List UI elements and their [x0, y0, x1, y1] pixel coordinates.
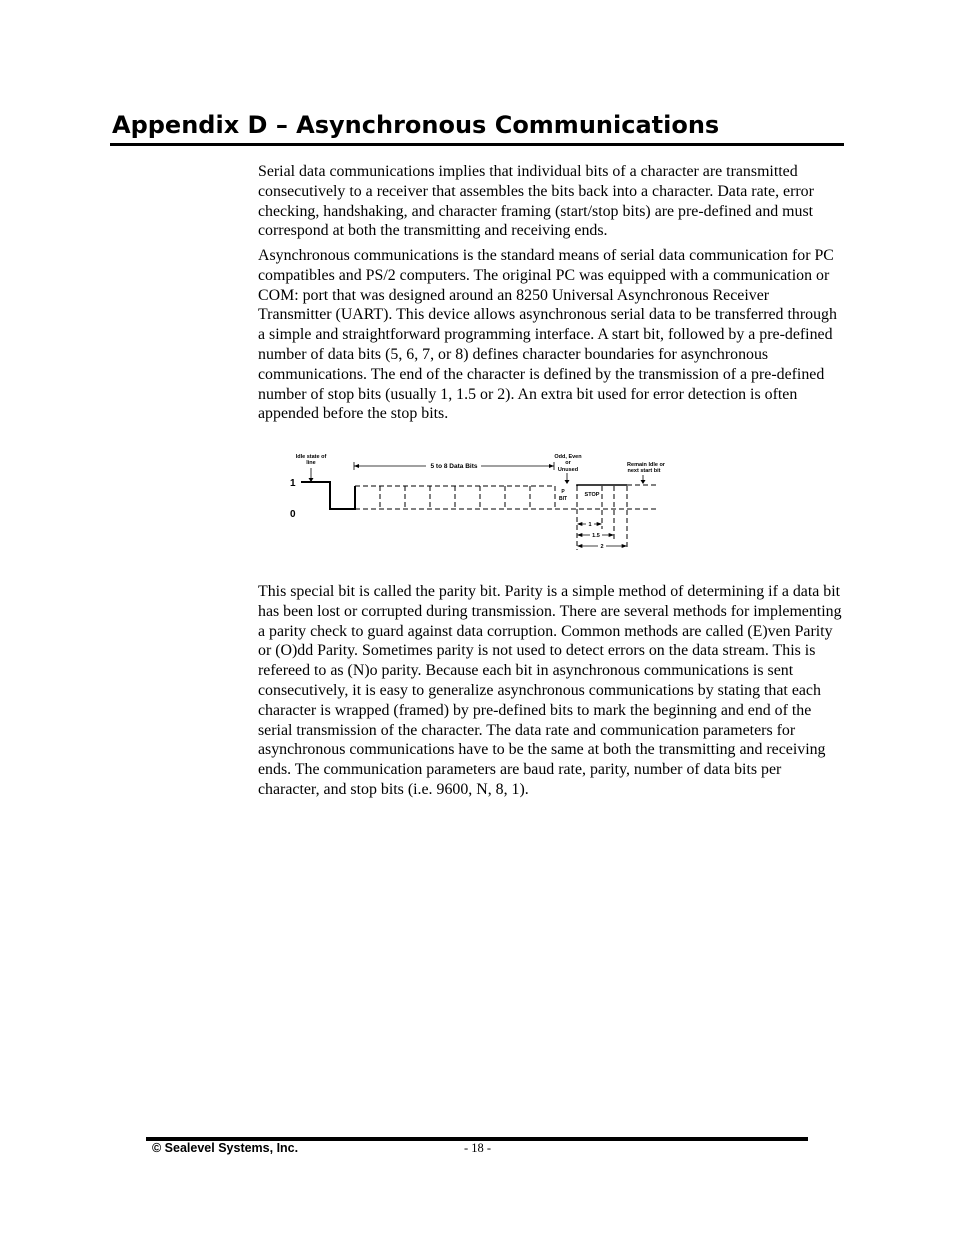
title-underline — [110, 143, 844, 146]
stop-label: STOP — [584, 492, 600, 498]
async-frame-diagram — [280, 448, 680, 558]
stop-duration-1: 1 — [588, 522, 592, 528]
data-bits-arrow-right — [549, 464, 554, 468]
waveform-start-bit — [301, 482, 355, 509]
parity-label-line3: Unused — [557, 467, 579, 473]
paragraph-serial-intro: Serial data communications implies that individual bits of a character are transmitted consecutively to a receiver that assembles the bits back into a character. Data rate, error checking, handshaking, and character framing (start/stop bits) are pre-defined and must correspond at both the transmitting and receiving ends. — [258, 163, 814, 240]
data-bit-frames — [355, 486, 555, 509]
footer-copyright: © Sealevel Systems, Inc. — [152, 1141, 299, 1155]
data-bits-arrow-left — [354, 464, 359, 468]
parity-arrowhead — [565, 480, 570, 484]
stop-duration-1-5: 1.5 — [592, 533, 600, 539]
level-high-label: 1 — [290, 478, 296, 489]
p-bit-label-line2: BIT — [558, 496, 568, 502]
data-bits-label: 5 to 8 Data Bits — [430, 463, 478, 470]
idle-state-label: Idle state of — [295, 454, 327, 460]
remain-idle-arrowhead — [641, 480, 646, 484]
level-low-label: 0 — [290, 509, 296, 520]
footer-page-number: - 18 - — [464, 1141, 492, 1155]
stop-duration-2: 2 — [600, 544, 604, 550]
parity-label-line2: or — [565, 460, 571, 466]
idle-state-label-line2: line — [306, 460, 316, 466]
paragraph-parity-description: This special bit is called the parity bit. Parity is a simple method of determining if a data bit has been lost or corrupted during transmission. There are several methods for implementing a parity check to guard against data corruption. Common methods are called (E)ven Parity or (O)dd Parity. Sometimes parity is not used to detect errors on the data stream. This is refereed to as (N)o parity. Because each bit in asynchronous communications is sent consecutively, it is easy to generalize asynchronous communications by stating that each character is wrapped (framed) by pre-defined bits to mark the beginning and end of the serial transmission of the character. The data rate and communication parameters for asynchronous communications have to be the same at both the transmitting and receiving ends. The communication parameters are baud rate, parity, number of data bits per character, and stop bits (i.e. 9600, N, 8, 1). — [258, 583, 842, 798]
waveform-stop-high — [577, 485, 627, 486]
page-title: Appendix D – Asynchronous Communications — [112, 111, 720, 139]
parity-label-line1: Odd, Even — [554, 454, 582, 460]
p-bit-label-line1: P — [561, 489, 565, 495]
remain-idle-label-line2: next start bit — [627, 468, 661, 474]
remain-idle-label-line1: Remain Idle or — [627, 462, 665, 468]
paragraph-async-description: Asynchronous communications is the standard means of serial data communication for PC compatibles and PS/2 computers. The original PC was equipped with a communication or COM: port that was designed around an 8250 Universal Asynchronous Receiver Transmitter (UART). This device allows asynchronous serial data to be transferred through a simple and straightforward programming interface. A start bit, followed by a pre-defined number of data bits (5, 6, 7, or 8) defines character boundaries for asynchronous communications. The end of the character is defined by the transmission of a pre-defined number of stop bits (usually 1, 1.5 or 2). An extra bit used for error detection is often appended before the stop bits. — [258, 247, 837, 423]
